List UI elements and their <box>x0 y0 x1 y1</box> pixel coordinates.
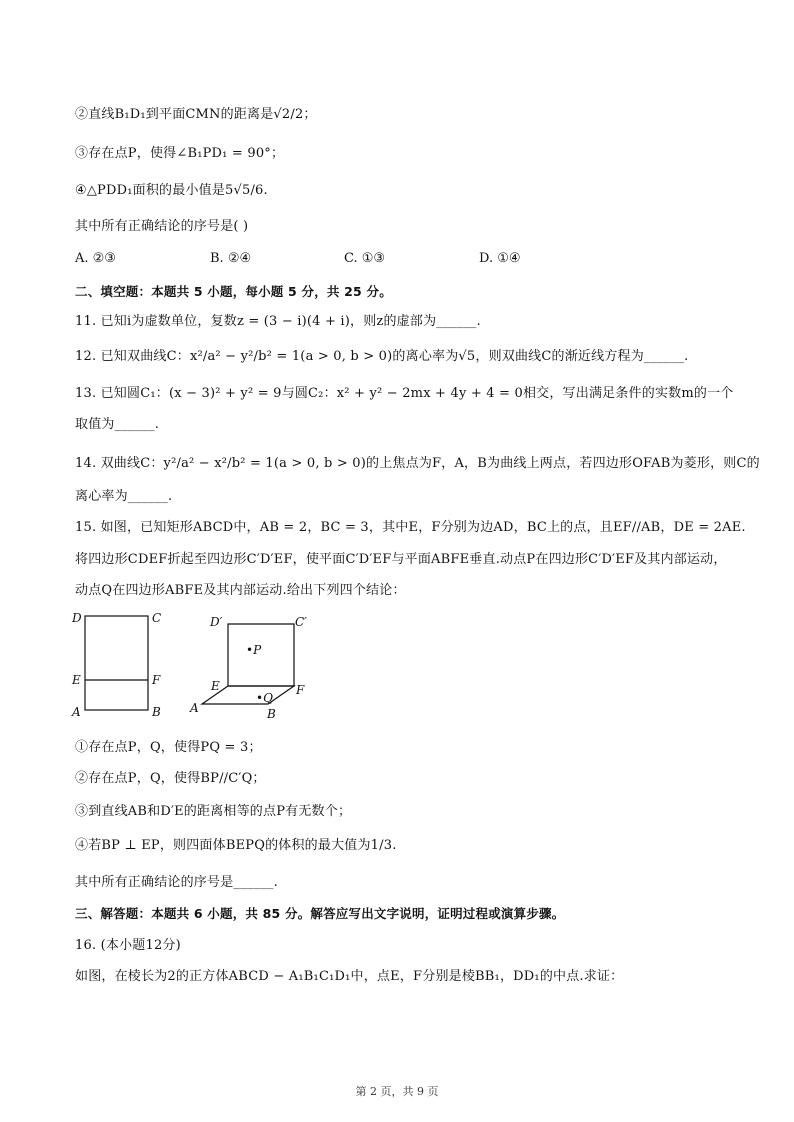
label-b-right: B <box>267 707 276 721</box>
q15-line-1: 15. 如图，已知矩形ABCD中，AB = 2，BC = 3，其中E，F分别为边AD，BC上的点，且EF//AB，DE = 2AE. <box>75 520 746 535</box>
q11: 11. 已知i为虚数单位，复数z = (3 − i)(4 + i)，则z的虚部为______. <box>75 314 481 329</box>
q15-statement-1: ①存在点P，Q，使得PQ = 3； <box>75 740 262 755</box>
label-a: A <box>72 705 81 719</box>
section-2-heading: 二、填空题：本题共 5 小题，每小题 5 分，共 25 分。 <box>75 284 392 299</box>
q15-figure <box>60 606 320 730</box>
q13-line-1: 13. 已知圆C₁：(x − 3)² + y² = 9与圆C₂：x² + y² − 2mx + 4y + 4 = 0相交，写出满足条件的实数m的一个 <box>75 386 734 401</box>
q10-option-d: D. ①④ <box>479 251 521 266</box>
label-e-right: E <box>211 679 220 693</box>
rect-abcd <box>85 616 148 710</box>
label-a-right: A <box>190 701 199 715</box>
section-3-heading: 三、解答题：本题共 6 小题，共 85 分。解答应写出文字说明，证明过程或演算步骤。 <box>75 906 565 921</box>
q16-header: 16. (本小题12分) <box>75 938 181 953</box>
label-b: B <box>152 705 161 719</box>
label-c-prime: C′ <box>295 615 307 629</box>
q13-line-2: 取值为______. <box>75 417 160 432</box>
label-p: •P <box>246 643 262 657</box>
label-f: F <box>152 673 161 687</box>
q15-prompt: 其中所有正确结论的序号是______. <box>75 875 278 890</box>
label-d: D <box>72 611 82 625</box>
q10-statement-3: ③存在点P，使得∠B₁PD₁ = 90°； <box>75 146 285 161</box>
page-footer: 第 2 页，共 9 页 <box>355 1085 439 1098</box>
q12: 12. 已知双曲线C：x²/a² − y²/b² = 1(a > 0, b > 0)的离心率为√5，则双曲线C的渐近线方程为______. <box>75 349 689 364</box>
q15-line-2: 将四边形CDEF折起至四边形C′D′EF，使平面C′D′EF与平面ABFE垂直.动点P在四边形C′D′EF及其内部运动， <box>75 552 727 567</box>
q16-line-1: 如图，在棱长为2的正方体ABCD − A₁B₁C₁D₁中，点E，F分别是棱BB₁，DD₁的中点.求证： <box>75 969 624 984</box>
label-q: •Q <box>256 691 273 705</box>
q10-statement-2: ②直线B₁D₁到平面CMN的距离是√2/2； <box>75 107 317 122</box>
q15-statement-3: ③到直线AB和D′E的距离相等的点P有无数个； <box>75 804 352 819</box>
q10-option-c: C. ①③ <box>344 251 386 266</box>
q15-statement-2: ②存在点P，Q，使得BP//C′Q； <box>75 771 266 786</box>
label-f-right: F <box>296 683 305 697</box>
q14-line-2: 离心率为______. <box>75 489 173 504</box>
q14-line-1: 14. 双曲线C：y²/a² − x²/b² = 1(a > 0, b > 0)的上焦点为F，A，B为曲线上两点，若四边形OFAB为菱形，则C的 <box>75 456 760 471</box>
q10-prompt: 其中所有正确结论的序号是( ) <box>75 219 249 234</box>
q15-statement-4: ④若BP ⊥ EP，则四面体BEPQ的体积的最大值为1/3. <box>75 838 397 853</box>
q10-option-b: B. ②④ <box>210 251 252 266</box>
q15-line-3: 动点Q在四边形ABFE及其内部运动.给出下列四个结论： <box>75 583 406 598</box>
q10-option-a: A. ②③ <box>75 251 116 266</box>
q10-statement-4: ④△PDD₁面积的最小值是5√5/6. <box>75 183 268 198</box>
label-e: E <box>72 673 81 687</box>
label-c: C <box>152 611 162 625</box>
label-d-prime: D′ <box>210 615 223 629</box>
